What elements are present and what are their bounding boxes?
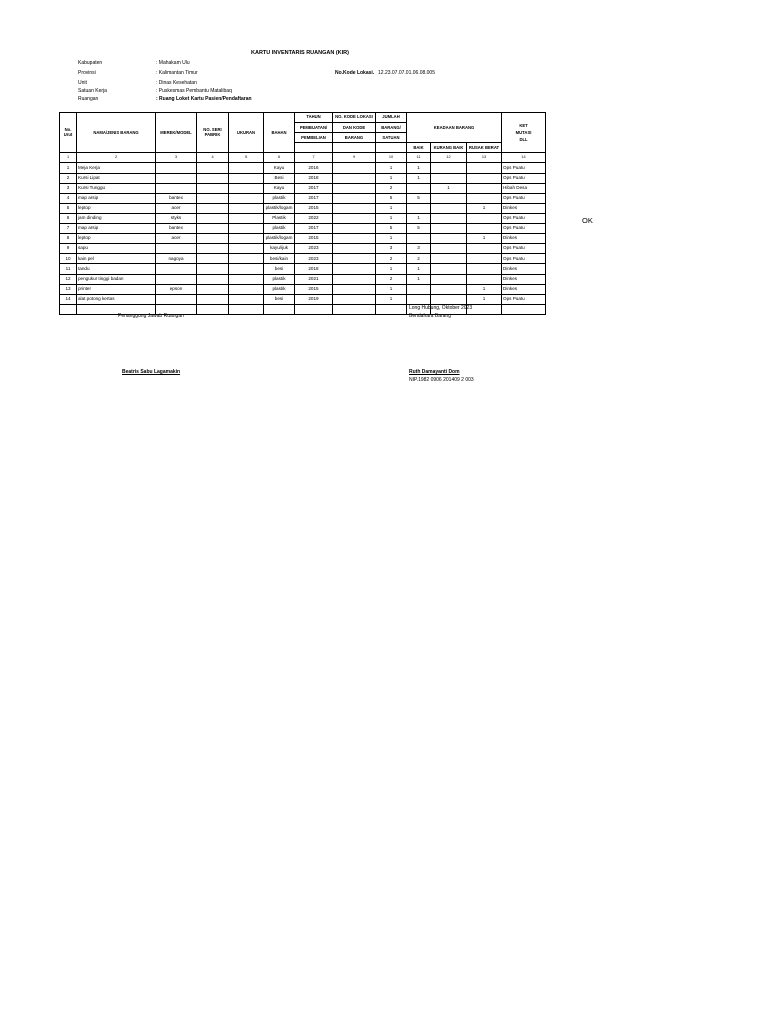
cell-no: 4 bbox=[60, 193, 77, 203]
header-baik: BAIK bbox=[407, 143, 431, 153]
cell-no: 1 bbox=[60, 163, 77, 173]
cell-jumlah: 1 bbox=[376, 284, 407, 294]
cell-jumlah: 3 bbox=[376, 244, 407, 254]
cell-bahan: besi bbox=[264, 264, 295, 274]
cell-empty bbox=[333, 264, 376, 274]
cell-baik bbox=[407, 294, 431, 304]
table-row bbox=[60, 183, 546, 193]
cell-baik bbox=[407, 234, 431, 244]
cell-merek bbox=[156, 244, 197, 254]
cell-rusak bbox=[467, 244, 502, 254]
col-number: 2 bbox=[77, 153, 156, 163]
cell-empty bbox=[229, 173, 264, 183]
cell-empty bbox=[229, 304, 264, 314]
right-signatory-name: Ruth Damayanti Dom bbox=[409, 369, 460, 375]
cell-tahun: 2017 bbox=[295, 224, 333, 234]
cell-merek bbox=[156, 264, 197, 274]
cell-tahun: 2021 bbox=[295, 274, 333, 284]
cell-rusak bbox=[467, 183, 502, 193]
cell-rusak: 1 bbox=[467, 203, 502, 213]
cell-empty bbox=[229, 234, 264, 244]
header-row-1 bbox=[60, 113, 546, 123]
cell-tahun: 2017 bbox=[295, 193, 333, 203]
cell-empty bbox=[197, 173, 229, 183]
cell-ket: Dinkes bbox=[502, 274, 546, 284]
table-row bbox=[60, 274, 546, 284]
cell-empty bbox=[229, 163, 264, 173]
provinsi-value: : Kalimantan Timur bbox=[156, 70, 198, 76]
cell-ket: Ops Puatu bbox=[502, 213, 546, 223]
cell-nama: kain pel bbox=[77, 254, 156, 264]
cell-empty bbox=[229, 264, 264, 274]
cell-empty bbox=[197, 193, 229, 203]
table-row bbox=[60, 264, 546, 274]
cell-nama: alat potong kertas bbox=[77, 294, 156, 304]
cell-no: 8 bbox=[60, 234, 77, 244]
cell-bahan: Besi bbox=[264, 173, 295, 183]
cell-merek: nagoya bbox=[156, 254, 197, 264]
cell-baik: 2 bbox=[407, 254, 431, 264]
table-row bbox=[60, 193, 546, 203]
cell-merek bbox=[156, 163, 197, 173]
left-signatory-name: Beatris Sabu Lagamakin bbox=[122, 369, 181, 375]
cell-ket: Ops Puatu bbox=[502, 163, 546, 173]
cell-tahun: 2017 bbox=[295, 183, 333, 193]
cell-empty bbox=[333, 284, 376, 294]
cell-nama: sapu bbox=[77, 244, 156, 254]
header-ket-2: MUTASI bbox=[515, 130, 532, 136]
cell-empty bbox=[333, 274, 376, 284]
cell-empty bbox=[60, 304, 77, 314]
header-blank-2 bbox=[333, 143, 376, 153]
provinsi-label: Provinsi bbox=[78, 70, 96, 76]
cell-no: 14 bbox=[60, 294, 77, 304]
cell-no: 10 bbox=[60, 254, 77, 264]
cell-nama: pengukur tinggi badan bbox=[77, 274, 156, 284]
cell-empty bbox=[197, 224, 229, 234]
cell-empty bbox=[333, 254, 376, 264]
cell-no: 3 bbox=[60, 183, 77, 193]
cell-rusak bbox=[467, 274, 502, 284]
cell-baik bbox=[407, 284, 431, 294]
col-number: 11 bbox=[407, 153, 431, 163]
cell-no: 2 bbox=[60, 173, 77, 183]
header-ket bbox=[502, 113, 546, 153]
table-row bbox=[60, 173, 546, 183]
right-signatory-nip: NIP.1982 0906 201409 2 003 bbox=[409, 377, 474, 383]
satuan-kerja-value: : Puskesmas Pembantu Matalibaq bbox=[156, 88, 232, 94]
col-number: 1 bbox=[60, 153, 77, 163]
table-row bbox=[60, 244, 546, 254]
cell-tahun: 2019 bbox=[295, 294, 333, 304]
cell-bahan: plastik bbox=[264, 274, 295, 284]
cell-kurang bbox=[431, 244, 467, 254]
cell-empty bbox=[197, 284, 229, 294]
cell-kurang bbox=[431, 234, 467, 244]
ruangan-label: Ruangan bbox=[78, 96, 99, 102]
satuan-kerja-label: Satuan Kerja bbox=[78, 88, 107, 94]
table-row bbox=[60, 234, 546, 244]
table-row bbox=[60, 203, 546, 213]
cell-empty bbox=[333, 213, 376, 223]
kabupaten-value: : Mahakam Ulu bbox=[156, 60, 190, 66]
cell-kurang bbox=[431, 294, 467, 304]
cell-empty bbox=[333, 163, 376, 173]
cell-empty bbox=[333, 224, 376, 234]
header-keadaan: KEADAAN BARANG bbox=[407, 113, 502, 143]
cell-ket: Ops Puatu bbox=[502, 254, 546, 264]
cell-empty bbox=[333, 203, 376, 213]
cell-baik: 1 bbox=[407, 173, 431, 183]
cell-jumlah: 2 bbox=[376, 183, 407, 193]
header-kode-2: DAN KODE bbox=[333, 123, 376, 133]
cell-empty bbox=[229, 224, 264, 234]
cell-empty bbox=[295, 304, 333, 314]
col-number: 10 bbox=[376, 153, 407, 163]
cell-tahun: 2023 bbox=[295, 244, 333, 254]
cell-empty bbox=[197, 213, 229, 223]
cell-merek: bantex bbox=[156, 193, 197, 203]
cell-tahun: 2016 bbox=[295, 163, 333, 173]
cell-nama: map arsip bbox=[77, 193, 156, 203]
cell-no: 13 bbox=[60, 284, 77, 294]
right-signatory-role: Bendahara Barang bbox=[409, 313, 451, 319]
cell-ket: Hibah Desa bbox=[502, 183, 546, 193]
cell-merek: styks bbox=[156, 213, 197, 223]
cell-nama: printer bbox=[77, 284, 156, 294]
table-row bbox=[60, 254, 546, 264]
header-rusak-berat: RUSAK BERAT bbox=[467, 143, 502, 153]
cell-no: 7 bbox=[60, 224, 77, 234]
cell-empty bbox=[229, 294, 264, 304]
cell-empty bbox=[333, 193, 376, 203]
cell-ket: Dinkes bbox=[502, 203, 546, 213]
header-jumlah-2: BARANG/ bbox=[376, 123, 407, 133]
cell-bahan: plastik bbox=[264, 224, 295, 234]
cell-empty bbox=[229, 244, 264, 254]
cell-baik: 5 bbox=[407, 224, 431, 234]
cell-kurang bbox=[431, 213, 467, 223]
cell-no: 9 bbox=[60, 244, 77, 254]
cell-empty bbox=[197, 163, 229, 173]
cell-merek: acer bbox=[156, 234, 197, 244]
cell-baik: 5 bbox=[407, 193, 431, 203]
cell-jumlah: 1 bbox=[376, 203, 407, 213]
cell-bahan: besi/kain bbox=[264, 254, 295, 264]
cell-empty bbox=[229, 183, 264, 193]
col-number: 13 bbox=[467, 153, 502, 163]
cell-baik: 1 bbox=[407, 163, 431, 173]
cell-baik: 1 bbox=[407, 274, 431, 284]
col-number: 5 bbox=[229, 153, 264, 163]
cell-merek: acer bbox=[156, 203, 197, 213]
cell-jumlah: 2 bbox=[376, 274, 407, 284]
cell-empty bbox=[197, 244, 229, 254]
cell-kurang bbox=[431, 284, 467, 294]
cell-kurang bbox=[431, 264, 467, 274]
cell-empty bbox=[229, 213, 264, 223]
kode-lokasi-value: 12.23.07.07.01.06.08.005 bbox=[378, 70, 435, 76]
header-nama: NAMA/JENIS BARANG bbox=[77, 113, 156, 153]
cell-ket: Dinkes bbox=[502, 264, 546, 274]
cell-merek bbox=[156, 173, 197, 183]
kabupaten-label: Kabupaten bbox=[78, 60, 103, 66]
table-row bbox=[60, 224, 546, 234]
inventory-body bbox=[60, 153, 546, 315]
cell-bahan: Plastik bbox=[264, 213, 295, 223]
cell-tahun: 2018 bbox=[295, 264, 333, 274]
side-note: OK bbox=[582, 216, 593, 225]
cell-rusak: 1 bbox=[467, 294, 502, 304]
cell-ket: Ops Puatu bbox=[502, 244, 546, 254]
cell-ket: Ops Puatu bbox=[502, 193, 546, 203]
cell-jumlah: 1 bbox=[376, 213, 407, 223]
header-tahun-1: TAHUN bbox=[295, 113, 333, 123]
col-number: 9 bbox=[333, 153, 376, 163]
cell-rusak bbox=[467, 224, 502, 234]
cell-kurang bbox=[431, 224, 467, 234]
cell-bahan: plastik/logam bbox=[264, 203, 295, 213]
cell-rusak bbox=[467, 163, 502, 173]
cell-rusak bbox=[467, 254, 502, 264]
document-title: KARTU INVENTARIS RUANGAN (KIR) bbox=[251, 50, 349, 56]
cell-merek: epson bbox=[156, 284, 197, 294]
header-blank-3 bbox=[376, 143, 407, 153]
cell-tahun: 2015 bbox=[295, 234, 333, 244]
cell-bahan: plastik bbox=[264, 193, 295, 203]
cell-jumlah: 1 bbox=[376, 294, 407, 304]
header-kode-3: BARANG bbox=[333, 133, 376, 143]
cell-tahun: 2022 bbox=[295, 213, 333, 223]
cell-bahan: Kayu bbox=[264, 163, 295, 173]
cell-tahun: 2023 bbox=[295, 254, 333, 264]
header-jumlah-3: SATUAN bbox=[376, 133, 407, 143]
cell-empty bbox=[197, 203, 229, 213]
cell-bahan: plastik bbox=[264, 284, 295, 294]
cell-nama: jam dinding bbox=[77, 213, 156, 223]
col-number: 7 bbox=[295, 153, 333, 163]
cell-empty bbox=[333, 173, 376, 183]
col-number: 6 bbox=[264, 153, 295, 163]
cell-ket: Ops Puatu bbox=[502, 224, 546, 234]
cell-empty bbox=[333, 183, 376, 193]
cell-no: 5 bbox=[60, 203, 77, 213]
cell-kurang bbox=[431, 163, 467, 173]
col-number: 4 bbox=[197, 153, 229, 163]
unit-value: : Dinas Kesehatan bbox=[156, 80, 197, 86]
left-signatory-role: Penanggung Jawab Ruangan bbox=[118, 313, 184, 319]
cell-merek: bantex bbox=[156, 224, 197, 234]
cell-baik bbox=[407, 183, 431, 193]
cell-baik: 1 bbox=[407, 213, 431, 223]
cell-tahun: 2015 bbox=[295, 203, 333, 213]
cell-rusak bbox=[467, 173, 502, 183]
cell-ket: Dinkes bbox=[502, 234, 546, 244]
cell-rusak bbox=[467, 213, 502, 223]
cell-merek bbox=[156, 274, 197, 284]
cell-rusak bbox=[467, 264, 502, 274]
cell-empty bbox=[333, 304, 376, 314]
cell-empty bbox=[264, 304, 295, 314]
cell-jumlah: 1 bbox=[376, 163, 407, 173]
cell-jumlah: 1 bbox=[376, 264, 407, 274]
cell-bahan: besi bbox=[264, 294, 295, 304]
col-number: 12 bbox=[431, 153, 467, 163]
table-row bbox=[60, 284, 546, 294]
cell-nama: tandu bbox=[77, 264, 156, 274]
cell-empty bbox=[197, 183, 229, 193]
unit-label: Unit bbox=[78, 80, 87, 86]
cell-ket: Dinkes bbox=[502, 284, 546, 294]
cell-empty bbox=[502, 304, 546, 314]
cell-empty bbox=[197, 234, 229, 244]
cell-baik: 3 bbox=[407, 244, 431, 254]
cell-nama: Meja Kerja bbox=[77, 163, 156, 173]
cell-tahun: 2015 bbox=[295, 284, 333, 294]
cell-empty bbox=[333, 234, 376, 244]
header-kode-1: NO. KODE LOKASI bbox=[333, 113, 376, 123]
cell-bahan: Kayu bbox=[264, 183, 295, 193]
cell-empty bbox=[229, 274, 264, 284]
cell-jumlah: 5 bbox=[376, 193, 407, 203]
cell-nama: leptop bbox=[77, 203, 156, 213]
cell-kurang bbox=[431, 203, 467, 213]
header-bahan: BAHAN bbox=[264, 113, 295, 153]
kode-lokasi-label: No.Kode Lokasi. bbox=[335, 70, 375, 76]
place-date: Long Hubung, Oktober 2023 bbox=[409, 305, 473, 311]
cell-jumlah: 5 bbox=[376, 224, 407, 234]
header-tahun-3: PEMBELIAN bbox=[295, 133, 333, 143]
cell-empty bbox=[229, 254, 264, 264]
cell-nama: Kursi Tunggu bbox=[77, 183, 156, 193]
cell-empty bbox=[229, 193, 264, 203]
header-blank-1 bbox=[295, 143, 333, 153]
cell-kurang bbox=[431, 254, 467, 264]
cell-empty bbox=[197, 274, 229, 284]
cell-rusak: 1 bbox=[467, 234, 502, 244]
cell-rusak: 1 bbox=[467, 284, 502, 294]
cell-bahan: kayu/ijuk bbox=[264, 244, 295, 254]
header-merek: MEREK/MODEL bbox=[156, 113, 197, 153]
table-row bbox=[60, 213, 546, 223]
cell-tahun: 2018 bbox=[295, 173, 333, 183]
cell-nama: leptop bbox=[77, 234, 156, 244]
cell-no: 12 bbox=[60, 274, 77, 284]
cell-empty bbox=[229, 284, 264, 294]
cell-empty bbox=[197, 294, 229, 304]
cell-empty bbox=[197, 304, 229, 314]
inventory-table bbox=[59, 112, 546, 315]
col-number: 3 bbox=[156, 153, 197, 163]
cell-no: 6 bbox=[60, 213, 77, 223]
cell-empty bbox=[229, 203, 264, 213]
cell-empty bbox=[376, 304, 407, 314]
table-row bbox=[60, 163, 546, 173]
cell-ket: Ops Puatu bbox=[502, 294, 546, 304]
cell-no: 11 bbox=[60, 264, 77, 274]
header-ket-3: DLL bbox=[519, 137, 528, 143]
cell-nama: Kursi Lipat bbox=[77, 173, 156, 183]
cell-merek bbox=[156, 183, 197, 193]
cell-ket: Ops Puatu bbox=[502, 173, 546, 183]
cell-jumlah: 1 bbox=[376, 173, 407, 183]
header-jumlah-1: JUMLAH bbox=[376, 113, 407, 123]
cell-rusak bbox=[467, 193, 502, 203]
cell-merek bbox=[156, 294, 197, 304]
cell-empty bbox=[333, 294, 376, 304]
header-ukuran: UKURAN bbox=[229, 113, 264, 153]
table-row bbox=[60, 294, 546, 304]
header-ket-1: KET bbox=[519, 123, 528, 129]
cell-kurang: 1 bbox=[431, 183, 467, 193]
cell-empty bbox=[333, 244, 376, 254]
ruangan-value: : Ruang Loket Kartu Pasien/Pendaftaran bbox=[156, 96, 252, 102]
column-number-row bbox=[60, 153, 546, 163]
cell-nama: map arsip bbox=[77, 224, 156, 234]
cell-kurang bbox=[431, 193, 467, 203]
header-tahun-2: PEMBUATAN/ bbox=[295, 123, 333, 133]
cell-baik: 1 bbox=[407, 264, 431, 274]
cell-kurang bbox=[431, 173, 467, 183]
cell-kurang bbox=[431, 274, 467, 284]
header-kurang-baik: KURANG BAIK bbox=[431, 143, 467, 153]
cell-baik bbox=[407, 203, 431, 213]
cell-jumlah: 2 bbox=[376, 254, 407, 264]
header-seri: NO. SERI PABRIK bbox=[197, 113, 229, 153]
cell-jumlah: 1 bbox=[376, 234, 407, 244]
cell-bahan: plastik/logam bbox=[264, 234, 295, 244]
cell-empty bbox=[197, 254, 229, 264]
cell-empty bbox=[197, 264, 229, 274]
header-no: No. Urut bbox=[60, 113, 77, 153]
col-number: 14 bbox=[502, 153, 546, 163]
